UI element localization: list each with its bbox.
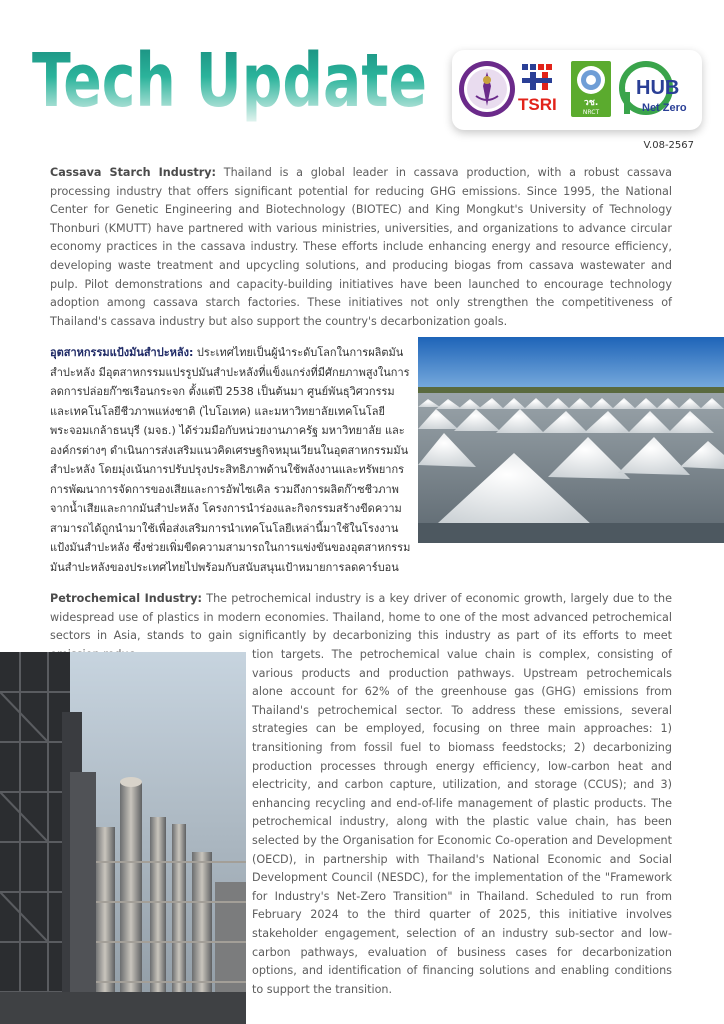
nrct-logo-icon	[570, 60, 612, 118]
cassava-en-paragraph	[50, 164, 672, 331]
cassava-th-heading: อุตสาหกรรมแป้งมันสำปะหลัง:	[50, 346, 194, 359]
petrochem-paragraph-rest: tion targets. The petrochemical value chain is complex, consisting of various products and production pathways. Upstream petrochemicals alone account for 62% of the greenhouse gas (GHG) emissions from Thailand's petrochemical sector. To address these emissions, several strategies can be employed, focusing on three main approaches: 1) transitioning from fossil fuel to biomass feedstocks; 2) decarbonizing production processes through energy efficiency, low-carbon heat and electricity, and carbon capture, utilization, and storage (CCUS); and 3) enhancing recycling and end-of-life management of plastic products. The petrochemical industry, along with the plastic value chain, has been selected by the Organisation for Economic Co-operation and Development (OECD), in partnership with Thailand's National Economic and Social Development Council (NESDC), for the implementation of the "Framework for Industry's Net-Zero Transition" in Thailand. Scheduled to run from February 2024 to the third quarter of 2025, this initiative involves stakeholder engagement, selection of an industry sub-sector and low-carbon pathways, evaluation of business cases for decarbonization options, and identification of financing solutions and enabling conditions to support the transition.	[252, 648, 672, 996]
starch-piles-photo	[418, 337, 724, 543]
petrochem-heading: Petrochemical Industry:	[50, 592, 202, 605]
petrochem-body-top: The petrochemical industry is a key driver of economic growth, largely due to the widespread use of plastics in modern economies. Thailand, home to one of the most advanced petrochemical sectors in Asia, stands to gain significantly by decarbonizing this industry as part of its efforts to meet	[50, 592, 672, 643]
page-title	[30, 30, 430, 140]
svg-text:Net Zero: Net Zero	[642, 102, 687, 114]
tsri-logo-icon	[518, 62, 562, 118]
partner-logos	[452, 50, 702, 130]
hub-net-zero-logo-icon	[616, 56, 698, 124]
petrochemical-plant-photo	[0, 652, 246, 1024]
cassava-en-body: Thailand is a global leader in cassava production, with a robust cassava processing industry that offers significant potential for reducing GHG emissions. Since 1995, the National Center for Genetic Engineering and Biotechnology (BIOTEC) and King Mongkut's University of Technology Thonburi (KMUTT) have partnered with various ministries, universities, and organizations to advance circular economy practices in the cassava industry. These efforts include enhancing energy and resource efficiency, developing waste treatment and upcycling solutions, and producing biogas from cassava wastewater and pulp. Pilot demonstrations and capacity-building initiatives have been launched to encourage technology adoption among cassava starch factories. These initiatives not only strengthen the competitiveness of Thailand's cassava industry but also support the country's decarbonization goals.	[50, 166, 673, 328]
svg-text:TSRI: TSRI	[518, 95, 557, 114]
cassava-th-body: ประเทศไทยเป็นผู้นำระดับโลกในการผลิตมันสำปะหลัง มีอุตสาหกรรมแปรรูปมันสำปะหลังที่แข็งแกร่งที่มีศักยภาพสูงในการลดการปล่อยก๊าซเรือนกระจก ตั้งแต่ปี 2538 เป็นต้นมา ศูนย์พันธุวิศวกรรมและเทคโนโลยีชีวภาพแห่งชาติ (ไบโอเทค) และมหาวิทยาลัยเทคโนโลยีพระจอมเกล้าธนบุรี (มจธ.) ได้ร่วมมือกับหน่วยงานภาครัฐ มหาวิทยาลัย และองค์กรต่างๆ ดำเนินการส่งเสริมแนวคิดเศรษฐกิจหมุนเวียนในอุตสาหกรรมมันสำปะหลัง โดยมุ่งเน้นการปรับปรุงประสิทธิภาพด้านใช้พลังงานและทรัพยากร การพัฒนาการจัดการของเสียและการอัพไซเคิล รวมถึงการผลิตก๊าซชีวภาพจากน้ำเสียและกากมันสำปะหลัง โครงการนำร่องและกิจกรรมสร้างขีดความสามารถได้ถูกนำมาใช้เพื่อส่งเสริมการนำเทคโนโลยีเหล่านี้มาใช้ในโรงงานแป้งมันสำปะหลัง ซึ่งช่วยเพิ่มขีดความสามารถในการแข่งขันของอุตสาหกรรมมันสำปะหลังของประเทศไทยไปพร้อมกับสนับสนุนเป้าหมายการลดคาร์บอน	[50, 346, 411, 574]
svg-text:HUB: HUB	[636, 77, 680, 99]
svg-text:NRCT: NRCT	[582, 109, 600, 116]
cassava-en-heading: Cassava Starch Industry:	[50, 166, 217, 179]
university-seal-icon	[458, 60, 516, 118]
version-label: V.08-2567	[643, 140, 694, 151]
cassava-th-paragraph	[50, 343, 412, 577]
title-graphic	[30, 30, 430, 140]
svg-text:วช.: วช.	[583, 98, 599, 108]
title-text: Tech Update	[32, 38, 427, 124]
